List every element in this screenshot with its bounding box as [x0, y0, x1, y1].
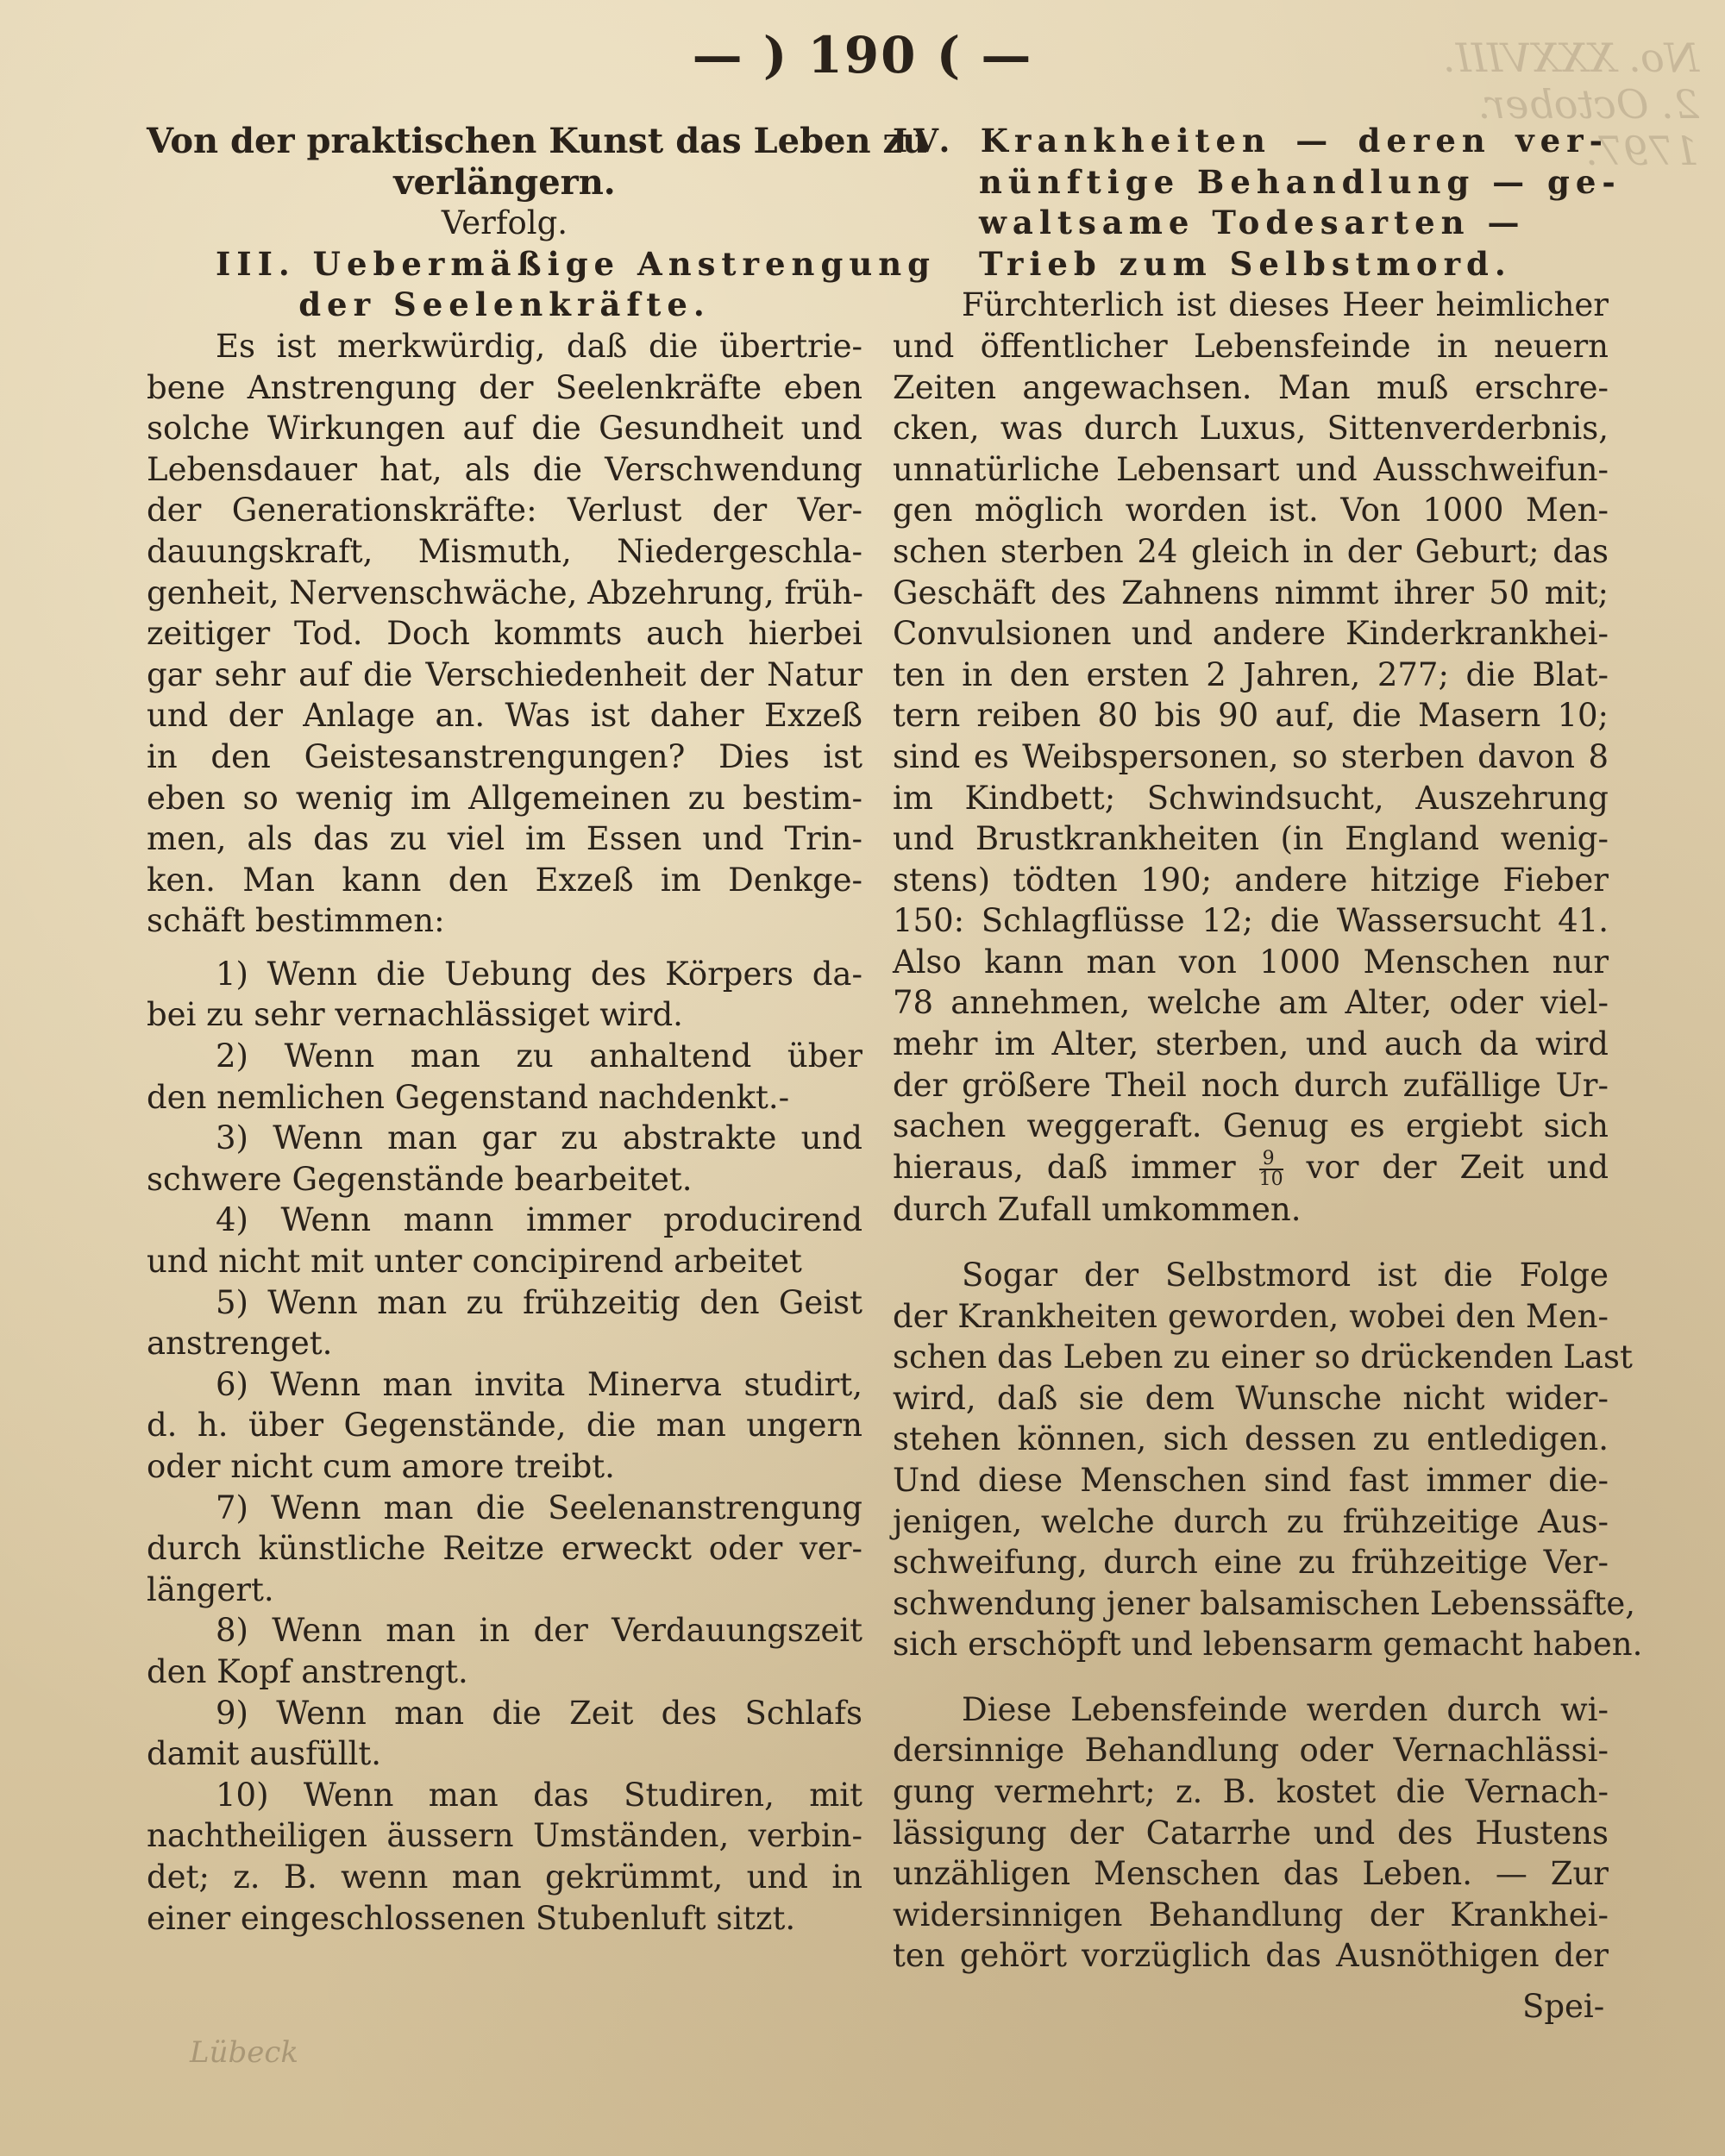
- verfolg-label: Verfolg.: [441, 204, 568, 242]
- list-item: [147, 954, 862, 1036]
- text-line: Also kann man von 1000 Menschen nur: [893, 943, 1609, 981]
- text-line: den Kopf anstrengt.: [147, 1652, 468, 1690]
- text-line: bene Anstrengung der Seelenkräfte eben: [147, 368, 862, 406]
- article-title-line-2: verlängern.: [393, 161, 616, 203]
- text-line: Diese Lebensfeinde werden durch wi-: [962, 1690, 1609, 1728]
- text-line: Lebensdauer hat, als die Verschwendung: [147, 450, 862, 488]
- text-line: 8) Wenn man in der Verdauungszeit: [216, 1612, 862, 1650]
- text-line: sind es Weibspersonen, so sterben davon 8: [893, 737, 1609, 775]
- text-line: 1) Wenn die Uebung des Körpers da-: [216, 955, 862, 993]
- section-iv-heading-3: waltsame Todesarten —: [979, 204, 1526, 242]
- text-line: 9) Wenn man die Zeit des Schlafs: [216, 1694, 862, 1732]
- faded-footer-mark: Lübeck: [190, 2035, 299, 2070]
- list-item: [147, 1775, 862, 1939]
- list-item: [147, 1364, 862, 1488]
- text-line: ten in den ersten 2 Jahren, 277; die Blat-: [893, 655, 1609, 693]
- text-line: nachtheiligen äussern Umständen, verbin-: [147, 1817, 862, 1855]
- text-line: gen möglich worden ist. Von 1000 Men-: [893, 492, 1609, 530]
- text-line: Und diese Menschen sind fast immer die-: [893, 1461, 1609, 1499]
- text-line: tern reiben 80 bis 90 auf, die Masern 10;: [893, 697, 1609, 735]
- text-line: einer eingeschlossenen Stubenluft sitzt.: [147, 1899, 796, 1937]
- criteria-list: [147, 954, 862, 1939]
- text-line: 150: Schlagflüsse 12; die Wassersucht 41.: [893, 902, 1609, 940]
- text-line: sachen weggeraft. Genug es ergiebt sich: [893, 1107, 1609, 1145]
- list-item: [147, 1200, 862, 1282]
- list-item: [147, 1610, 862, 1692]
- text-line: gung vermehrt; z. B. kostet die Vernach-: [893, 1773, 1609, 1811]
- list-item: [147, 1282, 862, 1364]
- text-line: stehen können, sich dessen zu entledigen.: [893, 1420, 1609, 1458]
- text-line: men, als das zu viel im Essen und Trin-: [147, 820, 862, 858]
- text-line: Geschäft des Zahnens nimmt ihrer 50 mit;: [893, 573, 1609, 611]
- text-line: Es ist merkwürdig, daß die übertrie-: [216, 327, 862, 365]
- section-iv-heading-2: nünftige Behandlung — ge-: [979, 162, 1622, 201]
- text-line: 5) Wenn man zu frühzeitig den Geist: [216, 1283, 862, 1321]
- text-line: 6) Wenn man invita Minerva studirt,: [216, 1365, 862, 1403]
- page-number-header: — ) 190 ( —: [692, 26, 1033, 85]
- text-line: cken, was durch Luxus, Sittenverderbnis,: [893, 410, 1609, 448]
- text-line: schen das Leben zu einer so drückenden Last: [893, 1338, 1633, 1376]
- text-line: solche Wirkungen auf die Gesundheit und: [147, 410, 862, 448]
- text-line: eben so wenig im Allgemeinen zu bestim-: [147, 779, 862, 817]
- text-line: bei zu sehr vernachlässiget wird.: [147, 996, 683, 1034]
- text-line: dauungskraft, Mismuth, Niedergeschla-: [147, 532, 862, 570]
- section-iii-heading-2: der Seelenkräfte.: [298, 285, 711, 324]
- bleed-through-text: No. XXXVIII. 2. October. 1797.: [1443, 34, 1699, 174]
- text-line: der größere Theil noch durch zufällige Ur-: [893, 1066, 1609, 1104]
- text-line: und der Anlage an. Was ist daher Exzeß: [147, 697, 862, 735]
- list-item: [147, 1488, 862, 1611]
- text-line: längert.: [147, 1570, 274, 1608]
- right-paragraph-2: [893, 1255, 1643, 1665]
- text-segment: hieraus, daß immer: [893, 1148, 1236, 1186]
- text-line: widersinnigen Behandlung der Krankhei-: [893, 1896, 1609, 1934]
- text-line: 10) Wenn man das Studiren, mit: [216, 1776, 862, 1814]
- text-line: anstrenget.: [147, 1325, 333, 1363]
- right-column: [893, 121, 1643, 1977]
- text-line: gar sehr auf die Verschiedenheit der Natur: [147, 655, 862, 693]
- section-iv-heading-4: Trieb zum Selbstmord.: [979, 244, 1512, 283]
- text-line: der Krankheiten geworden, wobei den Men-: [893, 1297, 1609, 1335]
- text-line: det; z. B. wenn man gekrümmt, und in: [147, 1858, 862, 1896]
- text-line: im Kindbett; Schwindsucht, Auszehrung: [893, 779, 1609, 817]
- text-line: lässigung der Catarrhe und des Hustens: [893, 1814, 1609, 1852]
- text-line: schen sterben 24 gleich in der Geburt; das: [893, 532, 1609, 570]
- text-line: unnatürliche Lebensart und Ausschweifun-: [893, 450, 1609, 488]
- text-line: 4) Wenn mann immer producirend: [216, 1201, 862, 1239]
- text-line: 7) Wenn man die Seelenanstrengung: [216, 1489, 862, 1526]
- text-line: oder nicht cum amore treibt.: [147, 1448, 615, 1485]
- text-line: 78 annehmen, welche am Alter, oder viel-: [893, 984, 1609, 1022]
- text-line: Convulsionen und andere Kinderkrankhei-: [893, 615, 1609, 653]
- text-line: ken. Man kann den Exzeß im Denkge-: [147, 861, 862, 899]
- text-line: genheit, Nervenschwäche, Abzehrung, früh-: [147, 573, 863, 611]
- text-line: und öffentlicher Lebensfeinde in neuern: [893, 327, 1609, 365]
- fraction-line: [893, 1147, 1609, 1190]
- fraction-numerator: 9: [1259, 1150, 1283, 1170]
- text-line: Zeiten angewachsen. Man muß erschre-: [893, 368, 1609, 406]
- list-item: [147, 1118, 862, 1200]
- left-column: [147, 121, 936, 1939]
- text-line: 3) Wenn man gar zu abstrakte und: [216, 1119, 862, 1157]
- text-line: und nicht mit unter concipirend arbeitet: [147, 1243, 802, 1281]
- catchword: Spei-: [1522, 1988, 1605, 2025]
- section-iv-heading-1: IV. Krankheiten — deren ver-: [893, 122, 1609, 160]
- left-paragraph-1: [147, 326, 862, 942]
- text-segment: vor der Zeit und: [1306, 1148, 1609, 1186]
- text-line: d. h. über Gegenstände, die man ungern: [147, 1407, 862, 1445]
- text-line: Fürchterlich ist dieses Heer heimlicher: [962, 286, 1609, 324]
- text-line: damit ausfüllt.: [147, 1735, 381, 1773]
- text-line: der Generationskräfte: Verlust der Ver-: [147, 492, 862, 530]
- text-line: in den Geistesanstrengungen? Dies ist: [147, 737, 862, 775]
- text-line: 2) Wenn man zu anhaltend über: [216, 1037, 862, 1075]
- text-line: sich erschöpft und lebensarm gemacht haben.: [893, 1626, 1643, 1664]
- text-line: dersinnige Behandlung oder Vernachlässi-: [893, 1732, 1609, 1770]
- text-line: mehr im Alter, sterben, und auch da wird: [893, 1025, 1609, 1063]
- text-line: und Brustkrankheiten (in England wenig-: [893, 820, 1609, 858]
- text-line: durch künstliche Reitze erweckt oder ver-: [147, 1530, 862, 1568]
- text-line: Sogar der Selbstmord ist die Folge: [962, 1256, 1609, 1294]
- list-item: [147, 1036, 862, 1118]
- text-line: schwere Gegenstände bearbeitet.: [147, 1160, 693, 1198]
- text-line: schäft bestimmen:: [147, 902, 445, 940]
- text-line: schweifung, durch eine zu frühzeitige Ver-: [893, 1544, 1609, 1582]
- list-item: [147, 1693, 862, 1775]
- text-line: zeitiger Tod. Doch kommts auch hierbei: [147, 615, 862, 653]
- fraction-nine-tenths: [1259, 1150, 1283, 1189]
- section-iii-heading-1: III. Uebermäßige Anstrengung: [216, 244, 936, 283]
- text-line: ten gehört vorzüglich das Ausnöthigen der: [893, 1937, 1609, 1975]
- text-line: stens) tödten 190; andere hitzige Fieber: [893, 861, 1609, 899]
- text-line: den nemlichen Gegenstand nachdenkt.-: [147, 1078, 790, 1116]
- text-line: jenigen, welche durch zu frühzeitige Aus-: [893, 1502, 1609, 1540]
- text-line: wird, daß sie dem Wunsche nicht wider-: [893, 1379, 1609, 1417]
- fraction-denominator: 10: [1258, 1169, 1283, 1191]
- right-paragraph-1: [893, 285, 1609, 1231]
- article-title-line-1: Von der praktischen Kunst das Leben zu: [147, 121, 928, 161]
- text-line: durch Zufall umkommen.: [893, 1191, 1302, 1229]
- text-line: unzähligen Menschen das Leben. — Zur: [893, 1855, 1609, 1893]
- text-line: schwendung jener balsamischen Lebenssäfte,: [893, 1584, 1635, 1622]
- right-paragraph-3: [893, 1689, 1609, 1977]
